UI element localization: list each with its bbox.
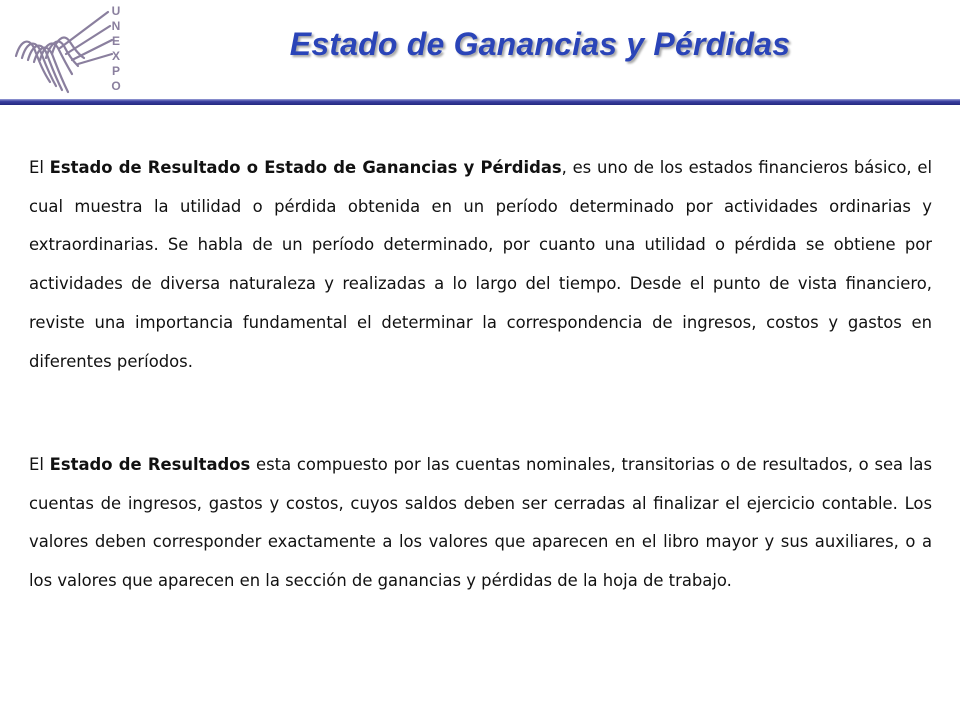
logo-letter: N <box>111 19 121 33</box>
page-title: Estado de Ganancias y Pérdidas <box>289 26 791 62</box>
paragraph-lead: El <box>29 158 50 177</box>
paragraph-definition <box>29 149 932 381</box>
paragraph-lead: El <box>29 455 50 474</box>
logo-letter: P <box>111 64 120 78</box>
paragraph-body: , es uno de los estados financieros básico, el cual muestra la utilidad o pérdida obtenida en un período determinado por actividades ordinarias y extraordinarias. Se habla de un período determinado, por cuanto una utilidad o pérdida se obtiene por actividades de diversa naturaleza y realizadas a lo largo del tiempo. Desde el punto de vista financiero, reviste una importancia fundamental el determinar la correspondencia de ingresos, costos y gastos en diferentes períodos. <box>29 158 932 371</box>
logo-letter: E <box>111 34 120 48</box>
logo-letter: O <box>111 79 121 93</box>
header-divider <box>0 99 960 105</box>
logo-wordmark <box>108 4 124 94</box>
logo-letter: X <box>111 49 120 63</box>
paragraph-body: esta compuesto por las cuentas nominales, transitorias o de resultados, o sea las cuentas de ingresos, gastos y costos, cuyos saldos deben ser cerradas al finalizar el ejercicio contable. Los valores deben corresponder exactamente a los valores que aparecen en el libro mayor y sus auxiliares, o a los valores que aparecen en la sección de ganancias y pérdidas de la hoja de trabajo. <box>29 455 932 591</box>
paragraph-bold-term: Estado de Resultados <box>49 455 251 474</box>
paragraph-composition <box>29 446 932 601</box>
paragraph-bold-term: Estado de Resultado o Estado de Ganancias y Pérdidas <box>49 158 562 177</box>
logo-letter: U <box>111 4 121 18</box>
